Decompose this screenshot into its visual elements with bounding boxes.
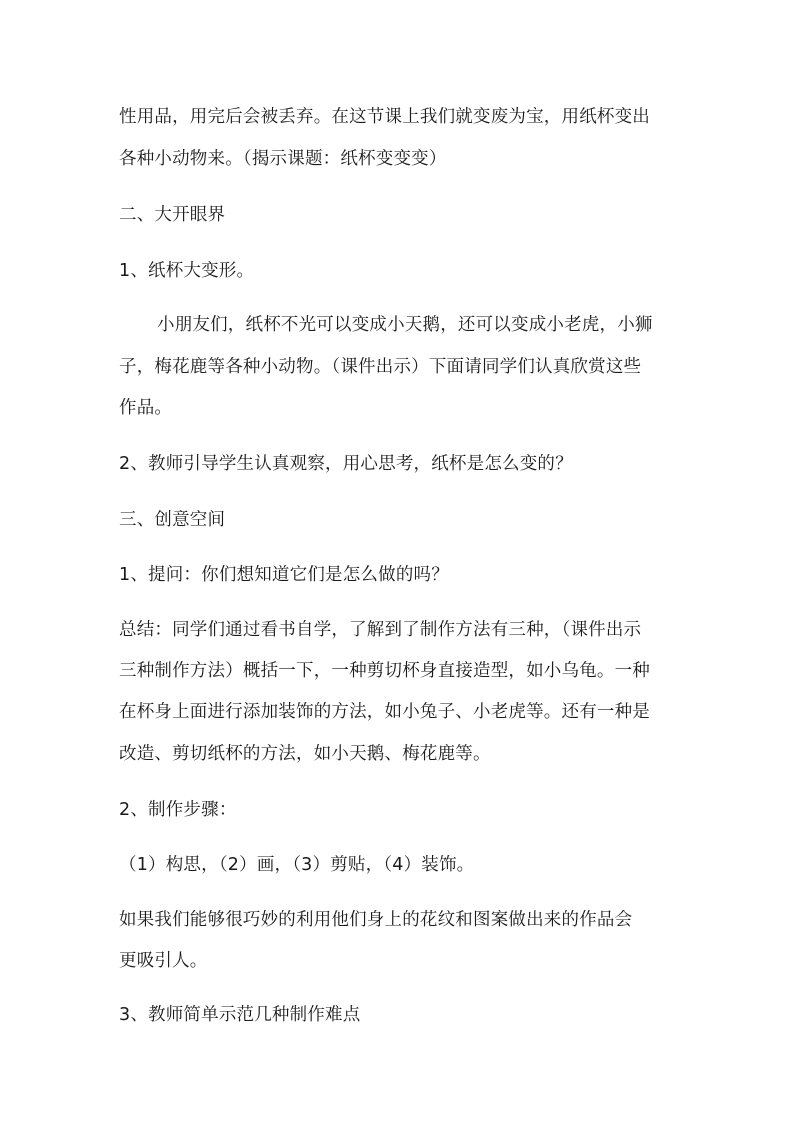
text-line: 在杯身上面进行添加装饰的方法，如小兔子、小老虎等。还有一种是	[119, 702, 650, 722]
section-heading: 二、大开眼界	[119, 205, 226, 225]
subsection-heading: 2、教师引导学生认真观察，用心思考，纸杯是怎么变的？	[119, 454, 573, 474]
text-line: 三种制作方法）概括一下，一种剪切杯身直接造型，如小乌龟。一种	[119, 661, 650, 681]
text-line: 改造、剪切纸杯的方法，如小天鹅、梅花鹿等。	[119, 744, 491, 764]
section-heading: 三、创意空间	[119, 510, 226, 530]
subsection-heading: 3、教师简单示范几种制作难点	[119, 1005, 361, 1025]
text-line: 作品。	[119, 398, 173, 418]
subsection-heading: 2、制作步骤：	[119, 800, 237, 820]
text-line: 各种小动物来。（揭示课题：纸杯变变变）	[119, 149, 447, 169]
text-line: 子，梅花鹿等各种小动物。（课件出示）下面请同学们认真欣赏这些	[119, 357, 642, 377]
subsection-heading: 1、纸杯大变形。	[119, 261, 255, 281]
text-line: （1）构思，（2）画，（3）剪贴，（4）装饰。	[119, 855, 475, 875]
text-line: 总结：同学们通过看书自学，了解到了制作方法有三种，（课件出示	[119, 620, 642, 640]
text-line: 小朋友们，纸杯不光可以变成小天鹅，还可以变成小老虎，小狮	[157, 315, 653, 335]
text-line: 性用品，用完后会被丢弃。在这节课上我们就变废为宝，用纸杯变出	[119, 107, 650, 127]
text-line: 更吸引人。	[119, 951, 208, 971]
subsection-heading: 1、提问：你们想知道它们是怎么做的吗？	[119, 565, 449, 585]
text-line: 如果我们能够很巧妙的利用他们身上的花纹和图案做出来的作品会	[119, 910, 633, 930]
